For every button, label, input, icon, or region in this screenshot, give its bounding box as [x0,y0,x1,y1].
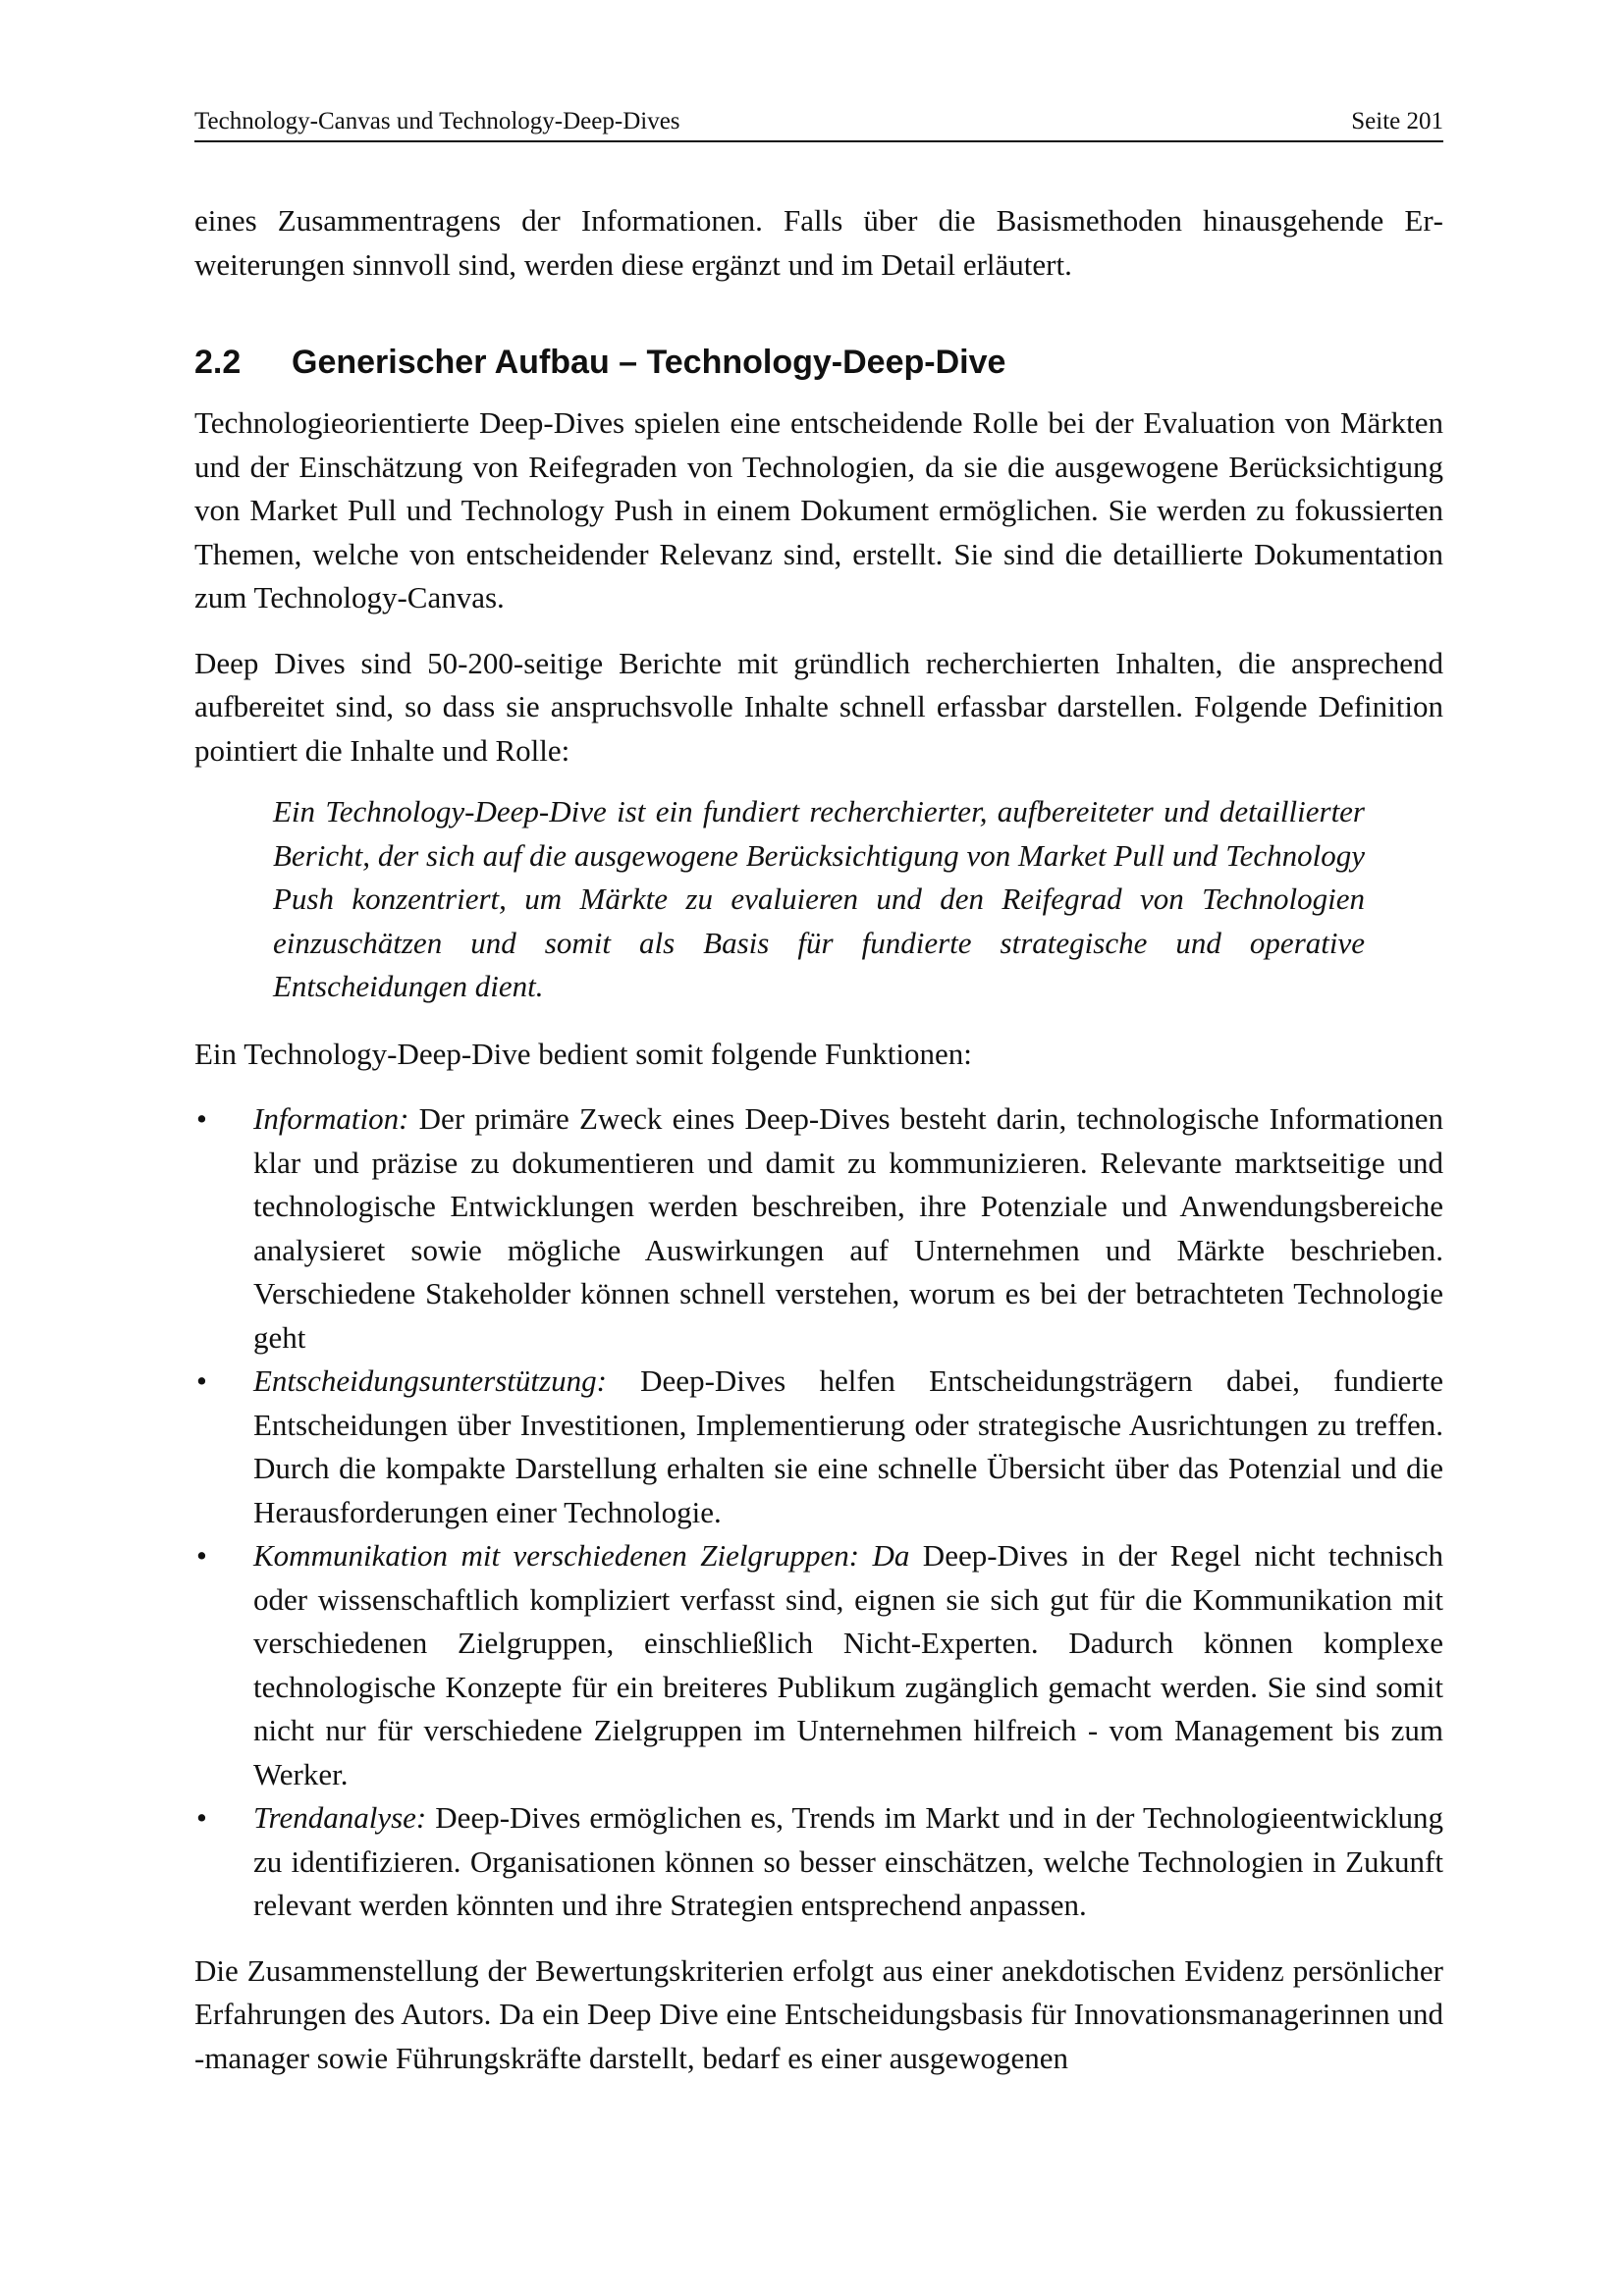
function-text: Deep-Dives ermöglichen es, Trends im Markt und in der Technologieentwicklung zu identifizieren. Organisationen können so besser einschätzen, welche Technologien in Zukunft relevant werden könnten und ihre Strategien entsprechend anpassen. [253,1800,1443,1922]
closing-paragraph: Die Zusammenstellung der Bewertungskriterien erfolgt aus einer anekdotischen Evidenz persönlicher Erfahrungen des Autors. Da ein Deep Dive eine Entscheidungsbasis für Innovationsmanagerinnen und -manager sowie Führungskräfte darstellt, bedarf es einer ausgewogenen [194,1952,1443,2075]
functions-list [194,1097,1443,1928]
list-item-information [194,1097,1443,1360]
function-text: Der primäre Zweck eines Deep-Dives besteht darin, technologische Informationen klar und präzise zu dokumentieren und damit zu kommunizieren. Relevante marktseitige und technologische Entwicklungen werden beschreiben, ihre Potenziale und Anwendungsbereiche analysieret sowie mögliche Auswirkungen auf Unternehmen und Märkte beschrieben. Verschiedene Stakeholder können schnell verstehen, worum es bei der betrachteten Technologie geht [253,1101,1443,1355]
running-header-title: Technology-Canvas und Technology-Deep-Dives [194,108,680,134]
functions-intro: Ein Technology-Deep-Dive bedient somit folgende Funktionen: [194,1036,972,1071]
list-item-trend-analysis [194,1796,1443,1928]
document-page [194,106,1443,2080]
bullet-icon: • [196,1800,207,1835]
function-text: Deep-Dives in der Regel nicht technisch oder wissenschaftlich kompliziert verfasst sind, eignen sie sich gut für die Kommunikation mit verschiedenen Zielgruppen, einschließlich Nicht-Experten. Dadurch können komplexe technologische Konzepte für ein breiteres Publikum zugänglich gemacht werden. Sie sind somit nicht nur für verschiedene Zielgruppen im Unternehmen hilfreich - vom Management bis zum Werker. [253,1538,1444,1791]
intro-paragraph: eines Zusammentragens der Informationen. Falls über die Basismethoden hinausgehende Erweiterungen sinnvoll sind, werden diese ergänzt und im Detail erläutert. [194,203,1443,282]
list-item-communication [194,1534,1443,1796]
definition-quote: Ein Technology-Deep-Dive ist ein fundiert recherchierter, aufbereiteter und detaillierter Bericht, der sich auf die ausgewogene Berücksichtigung von Market Pull und Technology Push konzentriert, um Märkte zu evaluieren und den Reifegrad von Technologien einzuschätzen und somit als Basis für fundierte strategische und operative Entscheidungen dient. [273,794,1365,1003]
function-term: Kommunikation mit verschiedenen Zielgruppen: Da [253,1538,910,1573]
section-title: Generischer Aufbau – Technology-Deep-Dive [292,344,1006,381]
section-number: 2.2 [194,344,242,381]
paragraph-deep-dive-scope: Deep Dives sind 50-200-seitige Berichte mit gründlich recherchierten Inhalten, die ansprechend aufbereitet sind, so dass sie anspruchsvolle Inhalte schnell erfassbar darstellen. Folgende Definition pointiert die Inhalte und Rolle: [194,645,1443,768]
function-term: Entscheidungsunterstützung: [253,1363,607,1398]
bullet-icon: • [196,1363,207,1398]
function-term: Trendanalyse: [253,1800,427,1835]
running-header [194,106,1443,142]
function-text: Deep-Dives helfen Entscheidungsträgern dabei, fundierte Entscheidungen über Investitionen, Implementierung oder strategische Ausrichtungen zu treffen. Durch die kompakte Darstellung erhalten sie eine schnelle Übersicht über das Potenzial und die Herausforderungen einer Technologie. [253,1363,1443,1529]
paragraph-deep-dive-role: Technologieorientierte Deep-Dives spielen eine entscheidende Rolle bei der Evaluation von Märkten und der Einschätzung von Reifegraden von Technologien, da sie die ausgewogene Berücksichtigung von Market Pull und Technology Push in einem Dokument ermöglichen. Sie werden zu fokussierten Themen, welche von entscheidender Relevanz sind, erstellt. Sie sind die detaillierte Dokumentation zum Technology-Canvas. [194,405,1443,614]
page-number: Seite 201 [1351,108,1443,134]
bullet-icon: • [196,1101,207,1136]
function-term: Information: [253,1101,409,1136]
bullet-icon: • [196,1538,207,1573]
section-heading [194,341,1443,384]
list-item-decision-support [194,1360,1443,1534]
